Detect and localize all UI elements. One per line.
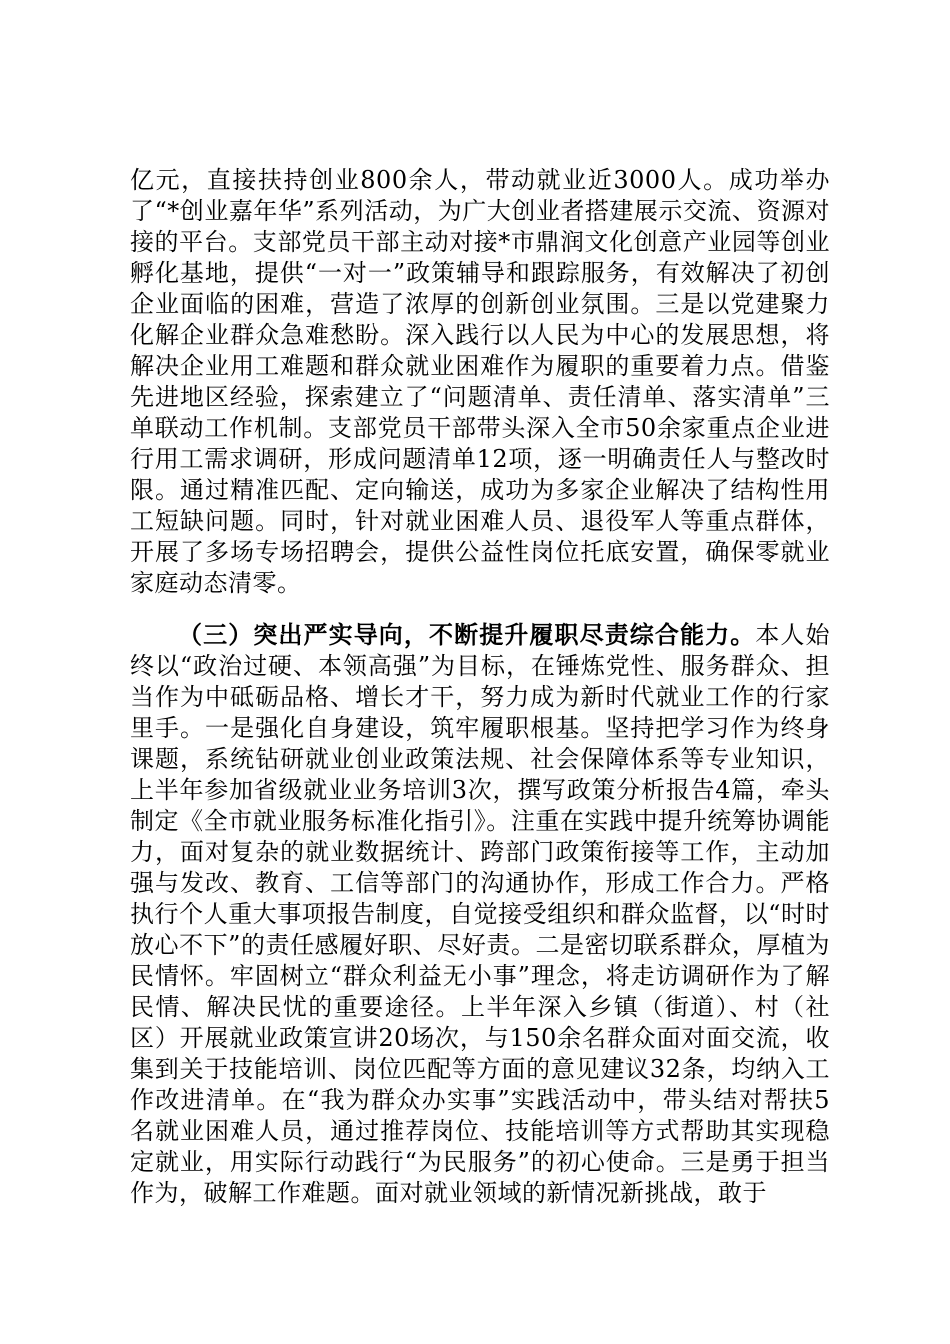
paragraph-2-text: 本人始终以“政治过硬、本领高强”为目标，在锤炼党性、服务群众、担当作为中砥砺品格、增长才干，努力成为新时代就业工作的行家里手。一是强化自身建设，筑牢履职根基。坚持把学习作为终身课题，系统钻研就业创业政策法规、社会保障体系等专业知识，上半年参加省级就业业务培训3次，撰写政策分析报告4篇，牵头制定《全市就业服务标准化指引》。注重在实践中提升统筹协调能力，面对复杂的就业数据统计、跨部门政策衔接等工作，主动加强与发改、教育、工信等部门的沟通协作，形成工作合力。严格执行个人重大事项报告制度，自觉接受组织和群众监督，以“时时放心不下”的责任感履好职、尽好责。二是密切联系群众，厚植为民情怀。牢固树立“群众利益无小事”理念，将走访调研作为了解民情、解决民忧的重要途径。上半年深入乡镇（街道）、村（社区）开展就业政策宣讲20场次，与150余名群众面对面交流，收集到关于技能培训、岗位匹配等方面的意见建议32条，均纳入工作改进清单。在“我为群众办实事”实践活动中，带头结对帮扶5名就业困难人员，通过推荐岗位、技能培训等方式帮助其实现稳定就业，用实际行动践行“为民服务”的初心使命。三是勇于担当作为，破解工作难题。面对就业领域的新情况新挑战，敢于 [130, 621, 831, 1207]
body-paragraph-1 [130, 165, 830, 599]
section-heading-3: （三）突出严实导向，不断提升履职尽责综合能力。 [178, 621, 756, 649]
document-page [130, 165, 830, 1209]
paragraph-1-text: 亿元，直接扶持创业800余人，带动就业近3000人。成功举办了“*创业嘉年华”系列活动，为广大创业者搭建展示交流、资源对接的平台。支部党员干部主动对接*市鼎润文化创意产业园等创业孵化基地，提供“一对一”政策辅导和跟踪服务，有效解决了初创企业面临的困难，营造了浓厚的创新创业氛围。三是以党建聚力化解企业群众急难愁盼。深入践行以人民为中心的发展思想，将解决企业用工难题和群众就业困难作为履职的重要着力点。借鉴先进地区经验，探索建立了“问题清单、责任清单、落实清单”三单联动工作机制。支部党员干部带头深入全市50余家重点企业进行用工需求调研，形成问题清单12项，逐一明确责任人与整改时限。通过精准匹配、定向输送，成功为多家企业解决了结构性用工短缺问题。同时，针对就业困难人员、退役军人等重点群体，开展了多场专场招聘会，提供公益性岗位托底安置，确保零就业家庭动态清零。 [130, 166, 830, 597]
body-paragraph-2 [130, 620, 830, 1209]
